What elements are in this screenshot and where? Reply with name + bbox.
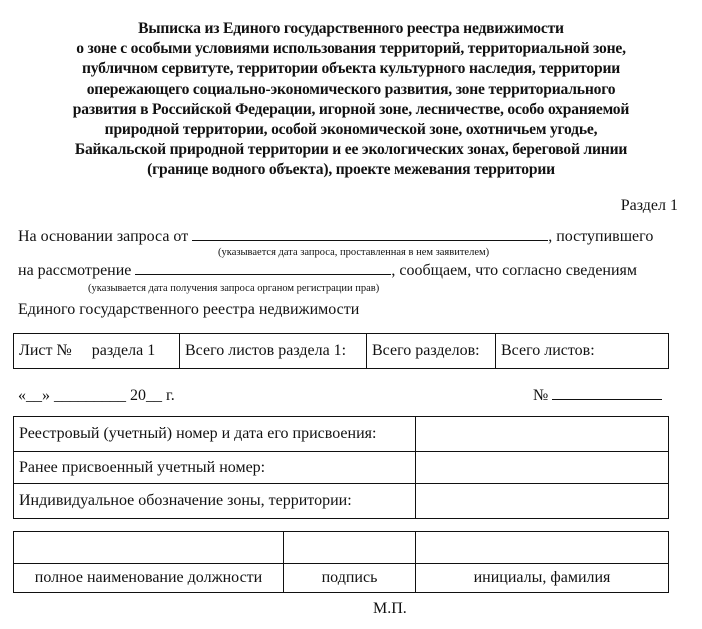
number-field (533, 387, 662, 405)
total-sections-cell: Всего разделов: (367, 334, 496, 369)
title-line: (границе водного объекта), проекте межевания территории (147, 161, 555, 179)
sheet-number-cell: Лист № раздела 1 (14, 334, 180, 369)
registry-name: Единого государственного реестра недвижимости (18, 301, 360, 318)
date-field: «__» _________ 20__ г. (18, 387, 175, 404)
section-sheets-cell: Всего листов раздела 1: (180, 334, 367, 369)
zone-designation-value[interactable] (416, 484, 669, 519)
title-line: публичном сервитуте, территории объекта культурного наследия, территории (81, 60, 621, 78)
name-label: инициалы, фамилия (416, 564, 669, 593)
position-label: полное наименование должности (14, 564, 284, 593)
stamp-place: М.П. (373, 600, 407, 617)
signature-label: подпись (284, 564, 416, 593)
total-sheets-cell: Всего листов: (496, 334, 669, 369)
hint-request-date: (указывается дата запроса, проставленная в нем заявителем) (218, 247, 490, 258)
previous-number-value[interactable] (416, 452, 669, 484)
request-prefix: На основании запроса от (18, 228, 189, 245)
registry-number-value[interactable] (416, 417, 669, 452)
receipt-suffix: , сообщаем, что согласно сведениям (391, 262, 638, 279)
document-title (0, 19, 702, 181)
registry-number-label: Реестровый (учетный) номер и дата его присвоения: (14, 417, 416, 452)
hint-receipt-date: (указывается дата получения запроса органом регистрации прав) (88, 283, 380, 294)
request-line-2 (18, 262, 637, 280)
signature-table (13, 531, 669, 593)
title-line: опережающего социально-экономического развития, зоне территориального (86, 80, 616, 98)
request-date-field[interactable] (192, 228, 548, 241)
previous-number-label: Ранее присвоенный учетный номер: (14, 452, 416, 484)
number-blank[interactable] (552, 387, 662, 400)
request-suffix: , поступившего (548, 228, 654, 245)
request-line-1 (18, 228, 653, 246)
number-label: № (533, 387, 549, 404)
section-label: Раздел 1 (620, 197, 678, 214)
title-line: о зоне с особыми условиями использования территорий, территориальной зоне, (76, 40, 626, 58)
info-table (13, 416, 669, 519)
zone-designation-label: Индивидуальное обозначение зоны, территории: (14, 484, 416, 519)
title-line: природной территории, особой экономической зоне, охотничьем угодье, (104, 121, 598, 139)
title-line: Байкальской природной территории и ее экологических зонах, береговой линии (74, 141, 628, 159)
name-field[interactable] (416, 532, 669, 564)
receipt-date-field[interactable] (135, 262, 391, 275)
title-line: Выписка из Единого государственного реестра недвижимости (138, 20, 564, 37)
position-field[interactable] (14, 532, 284, 564)
receipt-prefix: на рассмотрение (18, 262, 132, 279)
sheet-table (13, 333, 669, 369)
signature-field[interactable] (284, 532, 416, 564)
title-line: развития в Российской Федерации, игорной зоне, лесничестве, особо охраняемой (72, 100, 630, 118)
